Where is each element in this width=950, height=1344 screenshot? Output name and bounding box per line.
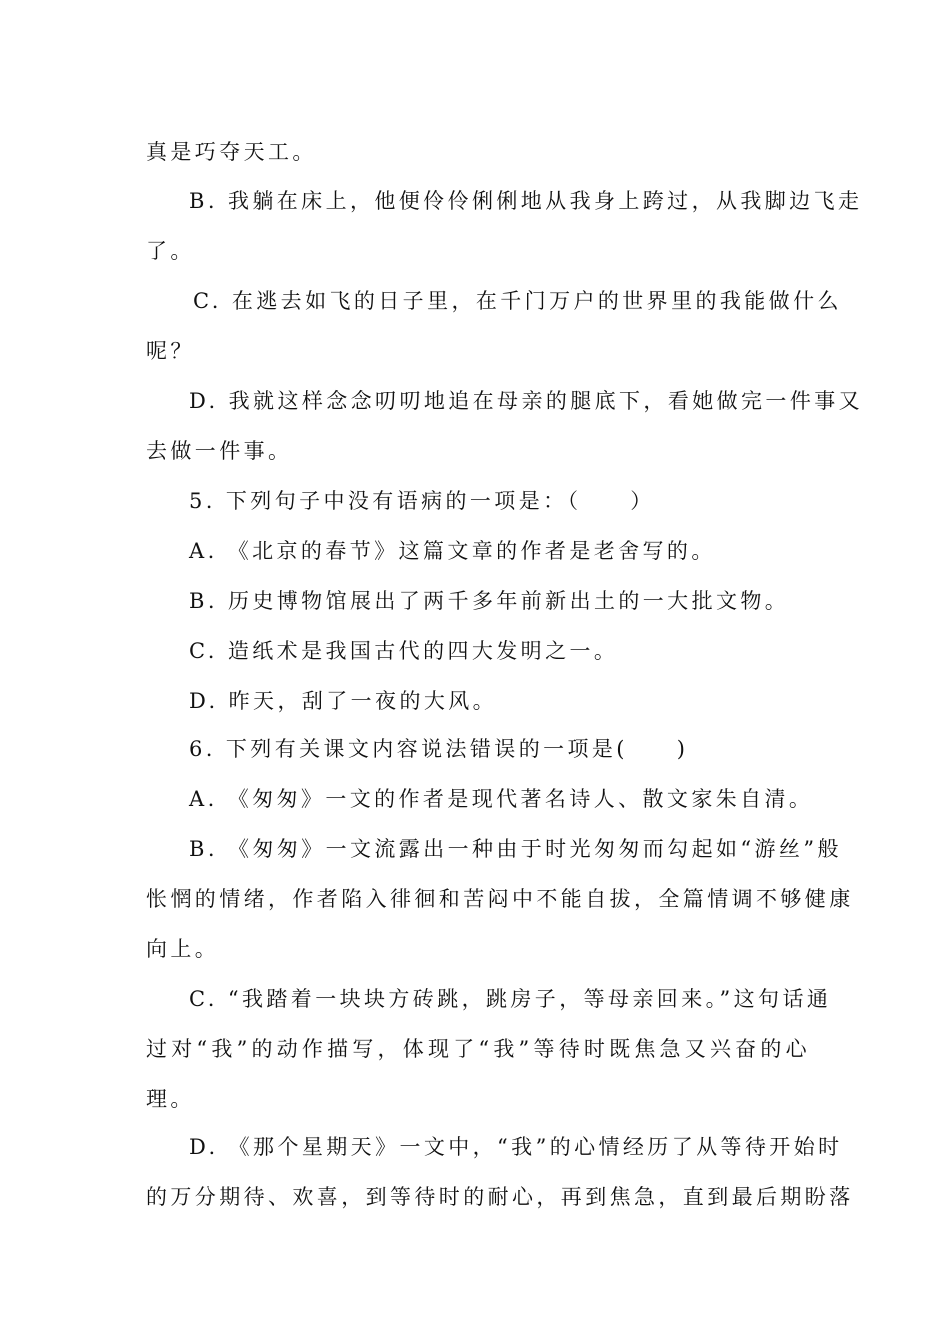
text-line: 怅惘的情绪，作者陷入徘徊和苦闷中不能自拔，全篇情调不够健康: [146, 887, 854, 911]
text-line: 去做一件事。: [146, 439, 293, 463]
text-line: 理。: [146, 1087, 195, 1111]
q5-option-b: B. 历史博物馆展出了两千多年前新出土的一大批文物。: [189, 589, 790, 613]
text-line: 了。: [146, 239, 195, 263]
q6-option-b: B. 《匆匆》一文流露出一种由于时光匆匆而勾起如“游丝”般: [189, 837, 842, 861]
q5-option-a: A. 《北京的春节》这篇文章的作者是老舍写的。: [189, 539, 716, 563]
q6-option-a: A. 《匆匆》一文的作者是现代著名诗人、散文家朱自清。: [189, 787, 814, 811]
option-d-line: D. 我就这样念念叨叨地追在母亲的腿底下，看她做完一件事又: [189, 389, 864, 413]
text-line: 呢？: [146, 339, 195, 363]
text-line: 的万分期待、欢喜，到等待时的耐心，再到焦急，直到最后期盼落: [146, 1185, 854, 1209]
text-line: 真是巧夺天工。: [146, 140, 317, 164]
q6-option-d: D. 《那个星期天》一文中，“我”的心情经历了从等待开始时: [189, 1135, 843, 1159]
question-6: 6. 下列有关课文内容说法错误的一项是( ): [189, 737, 689, 761]
q5-option-c: C. 造纸术是我国古代的四大发明之一。: [189, 639, 619, 663]
q5-option-d: D. 昨天，刮了一夜的大风。: [189, 689, 498, 713]
text-line: 向上。: [146, 937, 220, 961]
question-5: 5. 下列句子中没有语病的一项是：（ ）: [189, 489, 655, 513]
option-b-line: B. 我躺在床上，他便伶伶俐俐地从我身上跨过，从我脚边飞走: [189, 189, 863, 213]
text-line: 过对“我”的动作描写，体现了“我”等待时既焦急又兴奋的心: [146, 1037, 810, 1061]
q6-option-c: C. “我踏着一块块方砖跳，跳房子，等母亲回来。”这句话通: [189, 987, 832, 1011]
option-c-line: C. 在逃去如飞的日子里，在千门万户的世界里的我能做什么: [193, 289, 842, 313]
